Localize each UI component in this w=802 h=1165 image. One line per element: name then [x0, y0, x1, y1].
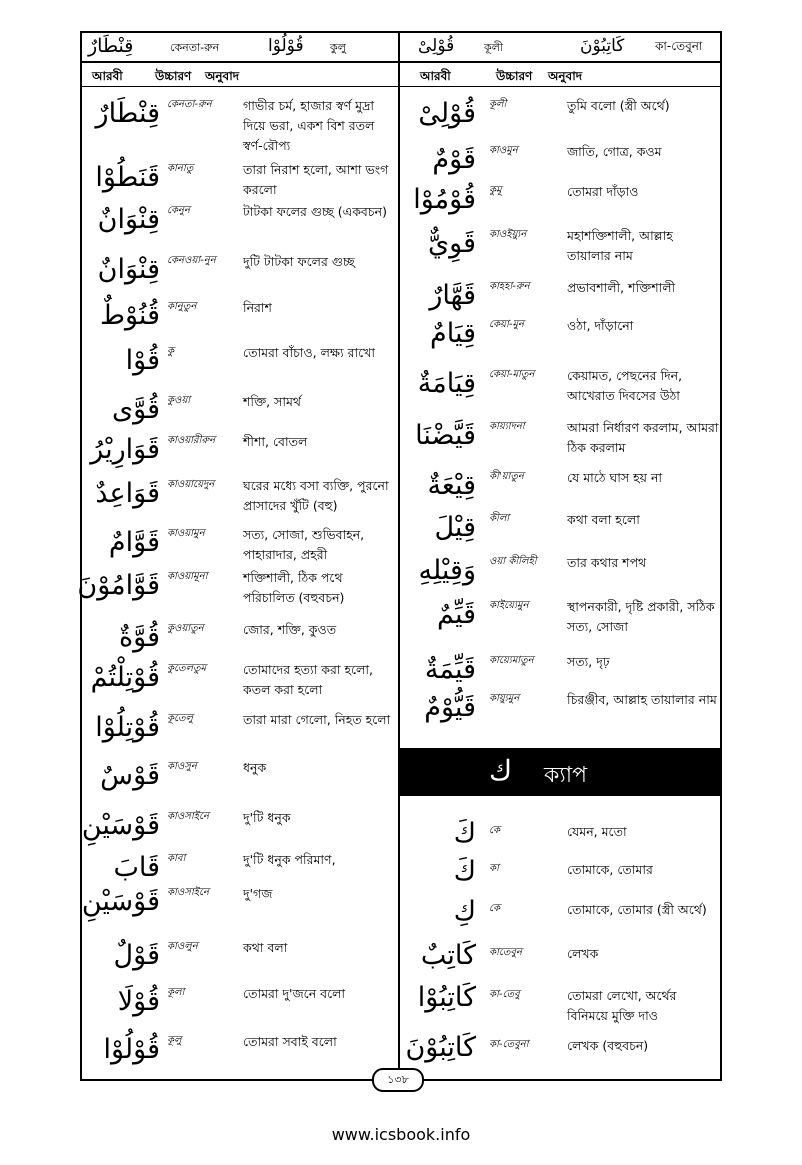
pronunciation: কে — [489, 825, 501, 836]
meaning: দু'টি ধনুক পরিমাণ, — [243, 852, 336, 867]
meaning: যে মাঠে ঘাস হয় না — [567, 470, 663, 485]
arabic-word: كَاتِبُوْنَ — [405, 1032, 476, 1063]
guide-word: كَاتِبُوْنَ — [580, 36, 625, 56]
arabic-word: قَيَّضْنَا — [415, 420, 476, 451]
arabic-word: قُوْتِلْتُمْ — [90, 662, 160, 693]
meaning: কথা বলা — [243, 940, 288, 955]
pronunciation: কেয়া-মাতুন — [489, 369, 535, 380]
arabic-word: قَيِّمَةٌ — [424, 654, 476, 685]
meaning: দু'গজ — [243, 886, 273, 901]
arabic-word: قُوْلُوْا — [103, 1034, 160, 1065]
pronunciation: কাওয়ারীরুন — [167, 435, 216, 446]
arabic-word: قَوَّامٌ — [108, 527, 160, 558]
pronunciation: কা — [489, 863, 499, 874]
section-banner — [399, 748, 722, 796]
pronunciation: কাওয়ামুন — [167, 528, 205, 539]
pronunciation: কাওইয়্যুন — [489, 229, 527, 240]
guide-word: قُوْلُوْا — [268, 36, 304, 56]
guide-word: কূলী — [484, 41, 504, 54]
pronunciation: কাওসুন — [167, 761, 197, 772]
arabic-word: كِ — [453, 896, 476, 927]
arabic-word: قِيْعَةٌ — [427, 470, 476, 501]
meaning: ঘরের মধ্যে বসা ব্যক্তি, পুরনো প্রাসাদের খুঁটি (বহু) — [243, 478, 389, 513]
pronunciation: কেয়া-মুন — [489, 319, 524, 330]
column-divider — [398, 31, 400, 1076]
arabic-word: كَاتِبٌ — [420, 940, 476, 971]
arabic-word: قِيَامَةٌ — [417, 368, 476, 399]
pronunciation: কু — [167, 346, 174, 357]
guide-word: কেনতা-রুন — [170, 41, 220, 54]
pronunciation: কূতেলু — [167, 713, 193, 724]
meaning: শক্তিশালী, ঠিক পথে পরিচালিত (বহুবচন) — [243, 570, 345, 605]
arabic-word: وَقِيْلِهِ — [418, 555, 476, 586]
meaning: প্রভাবশালী, শক্তিশালী — [567, 280, 676, 295]
column-header: আরবী — [420, 69, 451, 83]
meaning: তোমরা সবাই বলো — [243, 1034, 337, 1049]
pronunciation: কাওমুন — [489, 145, 518, 156]
arabic-word: قَابَ — [113, 852, 160, 883]
pronunciation: কাওয়ামূনা — [167, 571, 208, 582]
pronunciation: কূলা — [167, 987, 185, 998]
pronunciation: কুওয়াতুন — [167, 623, 204, 634]
meaning: কেয়ামত, পেছনের দিন, আখেরাত দিবসের উঠা — [567, 368, 683, 403]
pronunciation: কীলা — [489, 513, 510, 524]
arabic-word: قَوْمٌ — [432, 144, 476, 175]
pronunciation: কা-তেবুনা — [489, 1039, 529, 1050]
pronunciation: কা-তেবু — [489, 989, 520, 1000]
pronunciation: কানুতুন — [167, 301, 197, 312]
arabic-word: قُوْلَا — [117, 986, 160, 1017]
meaning: জাতি, গোত্র, কওম — [567, 144, 662, 159]
arabic-word: قِيَامٌ — [430, 318, 476, 349]
banner-label: ক্যাপ — [544, 763, 588, 788]
arabic-word: كَ — [453, 818, 476, 849]
meaning: যেমন, মতো — [567, 824, 627, 839]
meaning: তোমরা লেখো, অর্থের বিনিময়ে মুক্তি দাও — [567, 988, 677, 1023]
meaning: তোমরা দু'জনে বলো — [243, 986, 346, 1001]
meaning: তোমরা বাঁচাও, লক্ষ্য রাখো — [243, 345, 375, 360]
arabic-word: قَوِيٌّ — [428, 228, 476, 259]
arabic-word: قَيِّمٌ — [436, 599, 476, 630]
meaning: তোমাকে, তোমার (স্ত্রী অর্থে) — [567, 902, 707, 917]
meaning: লেখক — [567, 946, 599, 961]
guide-word: কা-তেবুনা — [655, 39, 703, 53]
arabic-word: قَوَارِيْرُ — [90, 434, 160, 465]
arabic-word: قِنْوَانٌ — [97, 254, 160, 285]
arabic-word: كَ — [453, 856, 476, 887]
meaning: ধনুক — [243, 760, 267, 775]
column-header: আরবী — [92, 69, 123, 83]
arabic-word: قُوْلِىْ — [418, 98, 476, 129]
pronunciation: কূলী — [489, 99, 507, 110]
meaning: গাভীর চর্ম, হাজার স্বর্ণ মুদ্রা দিয়ে ভরা, একশ বিশ রতল স্বর্ণ-রৌপ্য — [243, 98, 375, 153]
page-number: ১৩৮ — [372, 1068, 424, 1092]
meaning: তুমি বলো (স্ত্রী অর্থে) — [567, 98, 670, 113]
pronunciation: কূলু — [167, 1035, 182, 1046]
arabic-word: قَوَّامُوْنَ — [77, 570, 160, 601]
guide-word: قُوْلِىْ — [418, 36, 455, 56]
arabic-word: قَوْلٌ — [113, 940, 160, 971]
meaning: আমরা নির্ধারণ করলাম, আমরা ঠিক করলাম — [567, 420, 719, 455]
pronunciation: কী'য়াতুন — [489, 471, 524, 482]
arabic-word: قُوَّةٌ — [118, 622, 160, 653]
column-header: অনুবাদ — [548, 69, 583, 83]
guide-word: কুলু — [330, 41, 346, 54]
meaning: মহাশক্তিশালী, আল্লাহ তায়ালার নাম — [567, 228, 673, 263]
pronunciation: কাতেবুন — [489, 947, 522, 958]
arabic-word: قُنُوْطٌ — [100, 300, 160, 331]
pronunciation: কেনুন — [167, 205, 190, 216]
pronunciation: কানাতু — [167, 163, 194, 174]
guide-word: قِنْطَارٌ — [88, 35, 134, 57]
pronunciation: কাওসাইনে — [167, 811, 209, 822]
column-header: অনুবাদ — [205, 69, 240, 83]
column-header: উচ্চারণ — [155, 69, 192, 83]
arabic-word: قَوْسٌ — [100, 760, 160, 791]
pronunciation: কাইয়্যেমুন — [489, 600, 529, 611]
arabic-word: قُوْا — [125, 345, 160, 376]
website-footer: www.icsbook.info — [331, 1125, 471, 1144]
pronunciation: কাহহা-রুন — [489, 281, 530, 292]
meaning: শীশা, বোতল — [243, 434, 308, 449]
pronunciation: কায়্যাদনা — [489, 421, 525, 432]
arabic-word: قِنْوَانٌ — [97, 204, 160, 235]
meaning: তারা মারা গেলো, নিহত হলো — [243, 712, 391, 727]
pronunciation: ওয়া কীলিহী — [489, 556, 537, 567]
meaning: স্থাপনকারী, দৃষ্টি প্রকারী, সঠিক সত্য, সোজা — [567, 599, 715, 634]
column-header: উচ্চারণ — [496, 69, 533, 83]
pronunciation: কায়্যুমুন — [489, 693, 520, 704]
pronunciation: কেনতা-রুন — [167, 99, 212, 110]
arabic-word: قِنْطَارٌ — [95, 98, 160, 129]
arabic-word: قِيْلَ — [434, 512, 476, 543]
arabic-word: قَوْسَيْنِ — [81, 810, 160, 841]
arabic-word: قَوَاعِدٌ — [95, 478, 160, 509]
arabic-word: قَوْسَيْنِ — [81, 886, 160, 917]
pronunciation: কায়্যেমাতুন — [489, 655, 534, 666]
meaning: তোমাকে, তোমার — [567, 862, 653, 877]
meaning: তোমাদের হত্যা করা হলো, কতল করা হলো — [243, 662, 373, 697]
arabic-word: قَنَطُوْا — [95, 162, 160, 193]
pronunciation: কাওসাইনে — [167, 887, 209, 898]
arabic-word: كَاتِبُوْا — [417, 982, 476, 1013]
pronunciation: কাবা — [167, 853, 186, 864]
meaning: তোমরা দাঁড়াও — [567, 184, 639, 199]
pronunciation: কুমূ — [489, 185, 502, 196]
pronunciation: কাওলুন — [167, 941, 198, 952]
pronunciation: কুওয়া — [167, 395, 191, 406]
meaning: তারা নিরাশ হলো, আশা ভংগ করলো — [243, 162, 389, 197]
meaning: কথা বলা হলো — [567, 512, 640, 527]
pronunciation: কাওয়ায়েদুন — [167, 479, 215, 490]
arabic-word: قُوْمُوْا — [413, 184, 476, 215]
meaning: লেখক (বহুবচন) — [567, 1038, 649, 1053]
meaning: সত্য, সোজা, শুভিবাহন, পাহারাদার, প্রহরী — [243, 527, 365, 562]
banner-letter: ك — [489, 754, 513, 787]
arabic-word: قُوَّى — [112, 394, 160, 425]
arabic-word: قُوْتِلُوْا — [95, 712, 160, 743]
arabic-word: قَيُّوْمٌ — [424, 692, 476, 723]
meaning: জোর, শক্তি, কুওত — [243, 622, 337, 637]
meaning: তার কথার শপথ — [567, 555, 647, 570]
pronunciation: কেনওয়া-নুন — [167, 255, 216, 266]
meaning: নিরাশ — [243, 300, 272, 315]
pronunciation: কুতেলতুম — [167, 663, 207, 674]
meaning: দুটি টাটকা ফলের গুচ্ছ — [243, 254, 355, 269]
meaning: ওঠা, দাঁড়ানো — [567, 318, 634, 333]
guide-rule — [80, 61, 722, 63]
pronunciation: কে — [489, 903, 501, 914]
meaning: সত্য, দৃঢ় — [567, 654, 610, 669]
meaning: শক্তি, সামর্থ — [243, 394, 301, 409]
arabic-word: قَهَّارٌ — [429, 280, 476, 311]
meaning: টাটকা ফলের গুচ্ছ (একবচন) — [243, 204, 387, 219]
meaning: দু'টি ধনুক — [243, 810, 291, 825]
meaning: চিরঞ্জীব, আল্লাহ তায়ালার নাম — [567, 692, 717, 707]
